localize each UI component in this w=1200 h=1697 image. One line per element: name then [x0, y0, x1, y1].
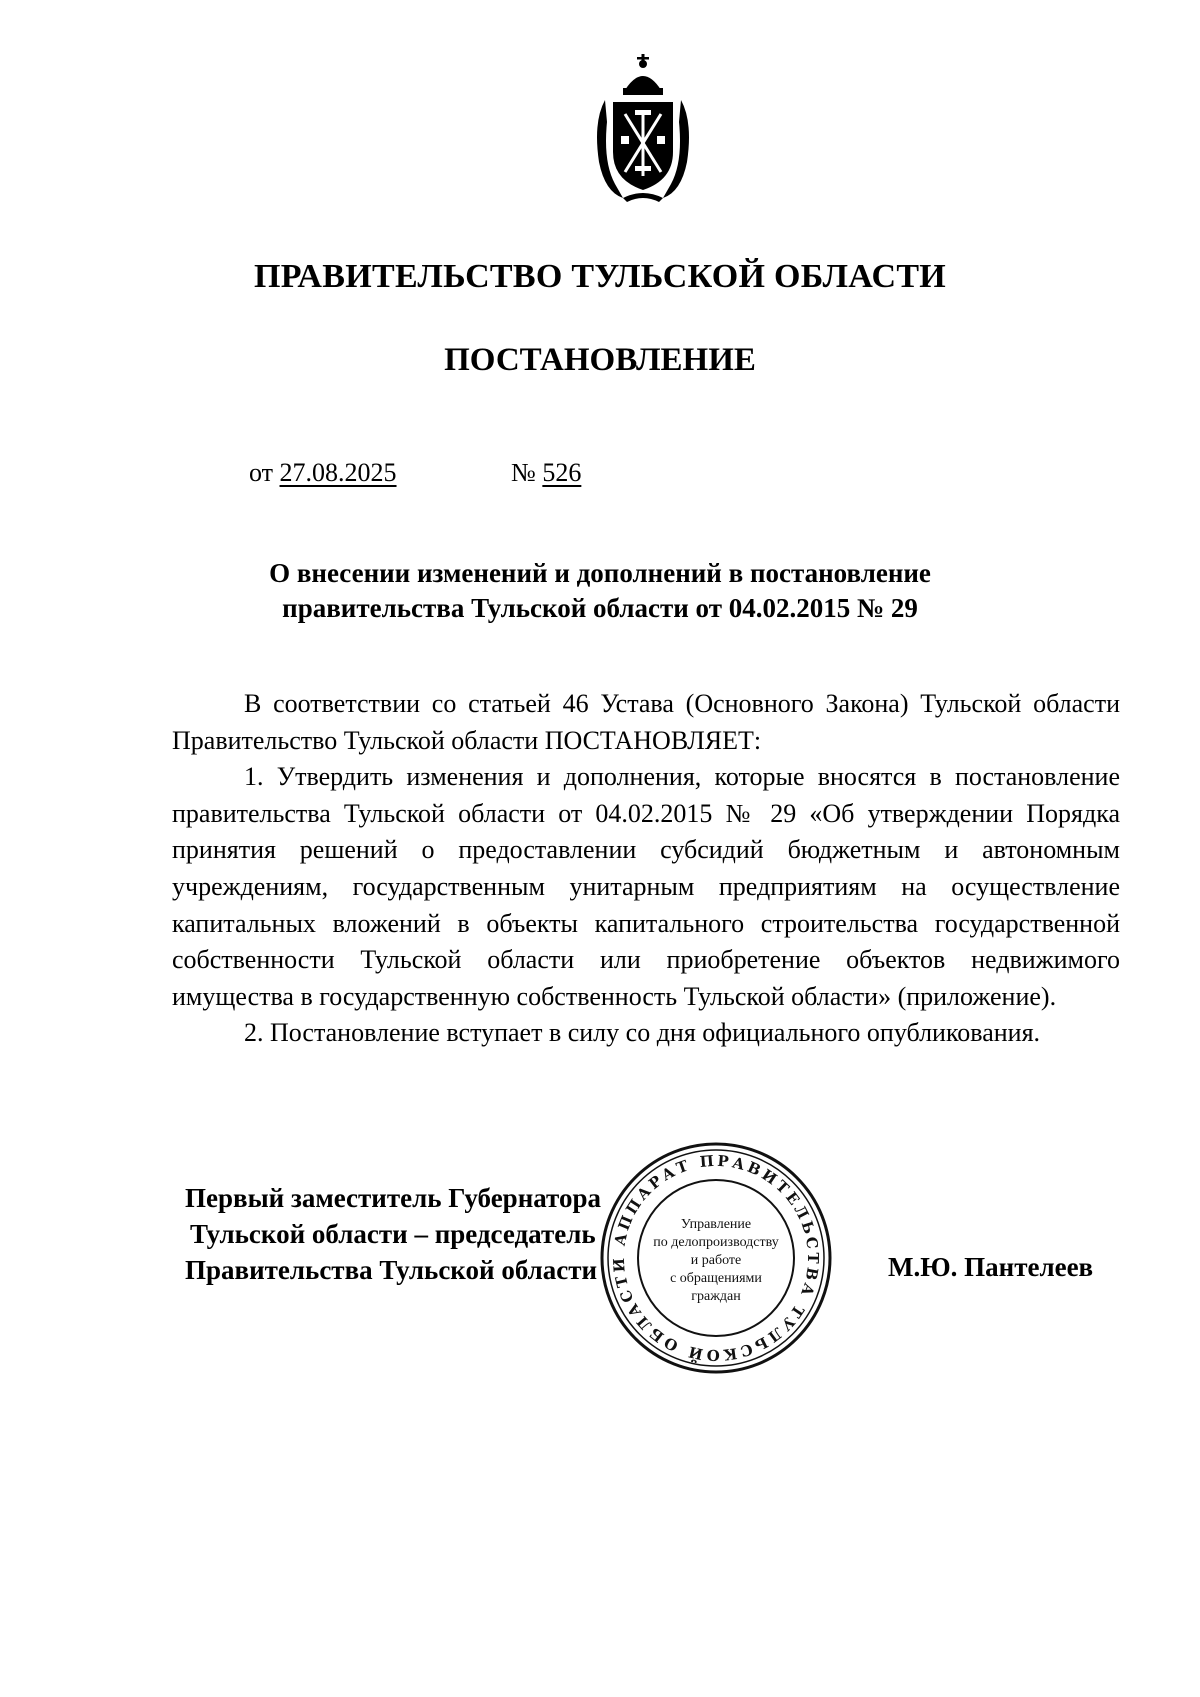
stamp-line: с обращениями	[670, 1271, 762, 1286]
subject-line: О внесении изменений и дополнений в постановление	[269, 558, 931, 588]
signature-position	[185, 1180, 601, 1288]
document-subject	[0, 556, 1200, 626]
date-prefix: от	[249, 458, 274, 487]
organization-title: ПРАВИТЕЛЬСТВО ТУЛЬСКОЙ ОБЛАСТИ	[253, 258, 947, 295]
stamp-line: Управление	[680, 1217, 752, 1232]
date-number-line	[249, 458, 581, 488]
position-line: Тульской области – председатель	[190, 1219, 596, 1249]
body-paragraph: В соответствии со статьей 46 Устава (Основного Закона) Тульской области Правительство Тульской области ПОСТАНОВЛЯЕТ:	[172, 689, 1120, 755]
document-number: 526	[542, 458, 582, 487]
number-prefix: №	[511, 458, 536, 487]
official-stamp	[598, 1140, 834, 1376]
body-paragraph: 1. Утвердить изменения и дополнения, которые вносятся в постановление правительства Тульской области от 04.02.2015 № 29 «Об утверждении Порядка принятия решений о предоставлении субсидий бюджетным и автономным учреждениям, государственным унитарным предприятиям на осуществление капитальных вложений в объекты капитального строительства государственной собственности Тульской области или приобретение объектов недвижимого имущества в государственную собственность Тульской области» (приложение).	[172, 762, 1120, 1011]
stamp-ring-text: АППАРАТ ПРАВИТЕЛЬСТВА ТУЛЬСКОЙ ОБЛАСТИ	[609, 1151, 823, 1365]
document-body	[172, 686, 1120, 1052]
stamp-line: по делопроизводству	[653, 1235, 779, 1250]
document-type: ПОСТАНОВЛЕНИЕ	[444, 342, 756, 378]
stamp-line: граждан	[691, 1289, 741, 1304]
body-paragraph: 2. Постановление вступает в силу со дня официального опубликования.	[244, 1018, 1041, 1048]
tula-coat-of-arms-icon	[583, 52, 703, 202]
stamp-line: и работе	[690, 1253, 742, 1268]
subject-line: правительства Тульской области от 04.02.2015 № 29	[282, 593, 918, 623]
document-date: 27.08.2025	[279, 458, 397, 487]
position-line: Первый заместитель Губернатора	[185, 1183, 601, 1213]
signer-name: М.Ю. Пантелеев	[888, 1252, 1094, 1282]
position-line: Правительства Тульской области	[185, 1255, 598, 1285]
